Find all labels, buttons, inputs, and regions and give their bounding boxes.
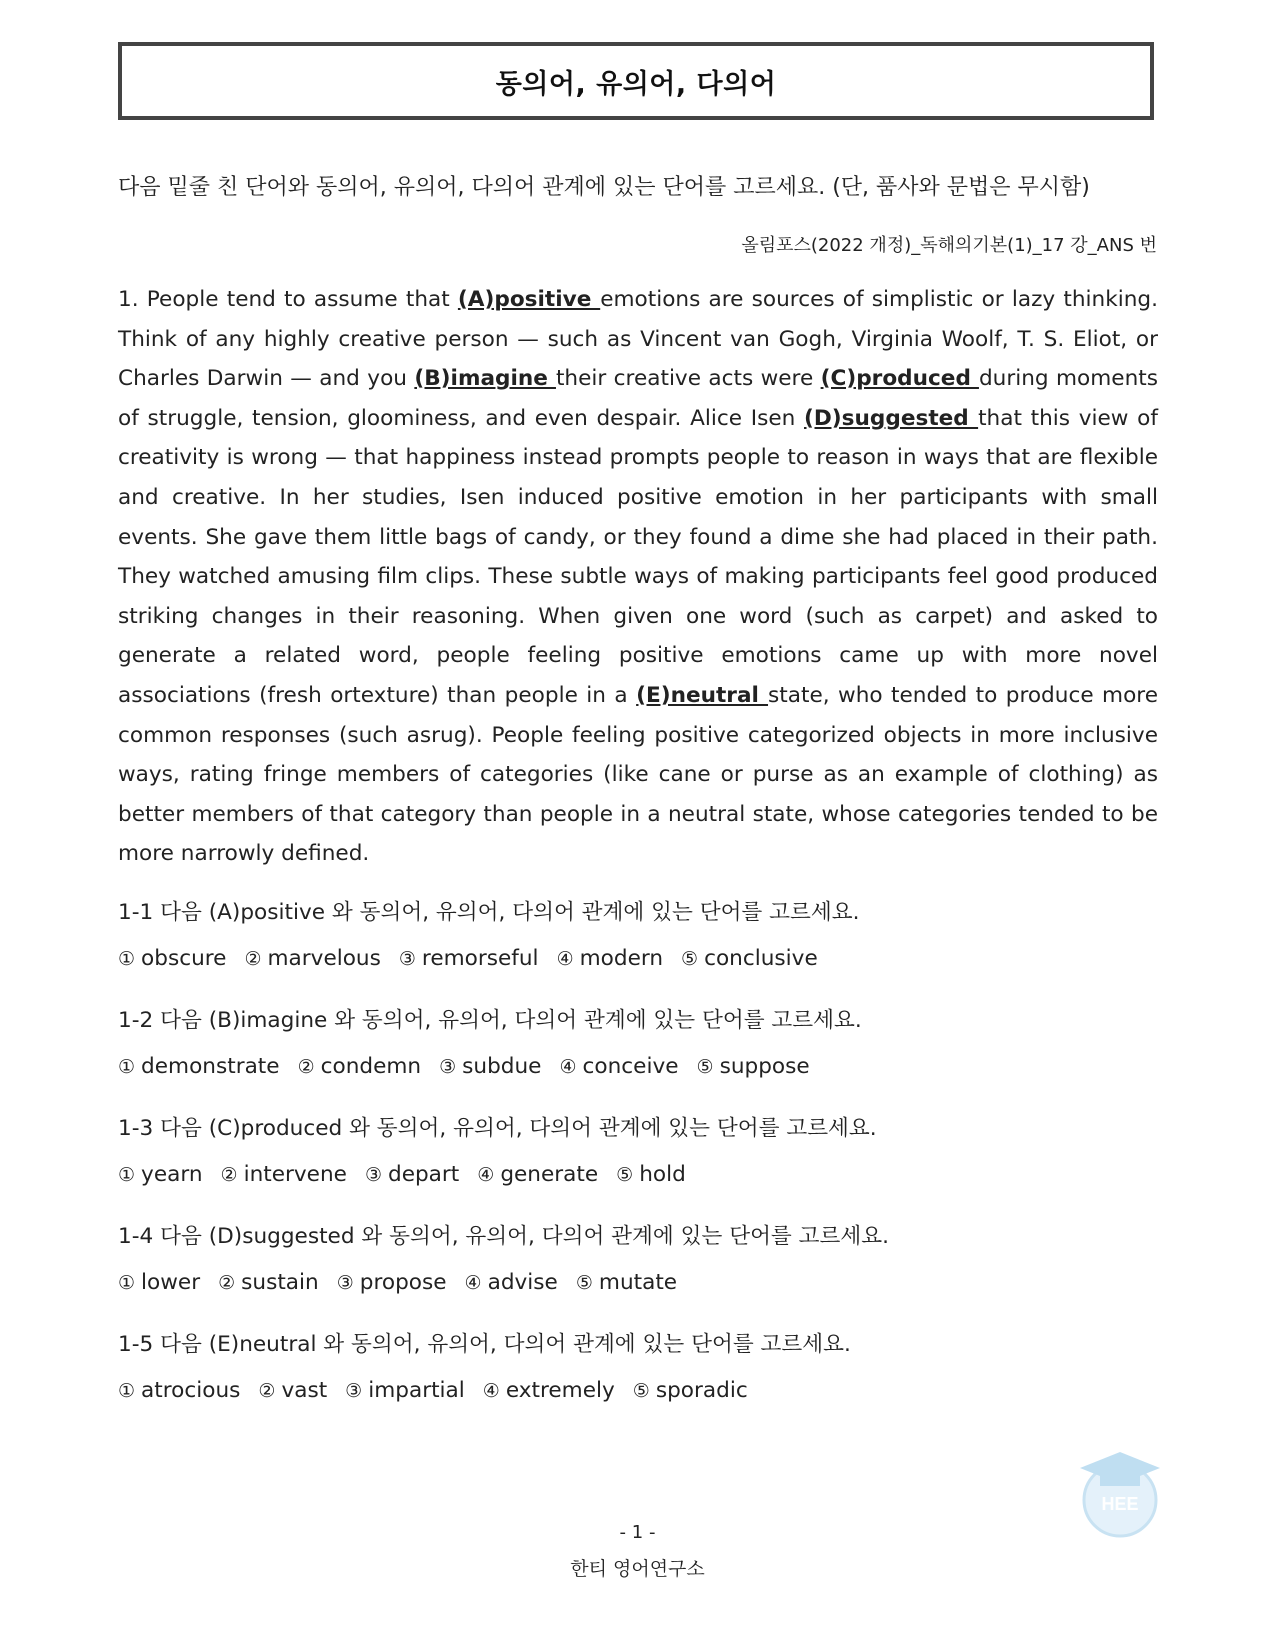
option-word: yearn: [141, 1162, 203, 1187]
answer-option[interactable]: [218, 1270, 319, 1295]
option-word: advise: [487, 1270, 558, 1295]
reading-passage: [118, 280, 1158, 874]
option-word: extremely: [505, 1378, 615, 1403]
answer-option[interactable]: [616, 1162, 686, 1187]
answer-option[interactable]: [399, 946, 539, 971]
option-number: ④: [556, 948, 574, 970]
title-box: [118, 42, 1154, 120]
option-number: ①: [118, 1164, 136, 1186]
option-word: propose: [359, 1270, 447, 1295]
option-number: ④: [559, 1056, 577, 1078]
answer-option[interactable]: [483, 1378, 615, 1403]
option-word: obscure: [141, 946, 227, 971]
answer-option[interactable]: [118, 1378, 240, 1403]
question-stem: 1-3 다음 (C)produced 와 동의어, 유의어, 다의어 관계에 있는 단어를 고르세요.: [118, 1116, 877, 1141]
option-number: ③: [336, 1272, 354, 1294]
question-stem: 1-4 다음 (D)suggested 와 동의어, 유의어, 다의어 관계에 있는 단어를 고르세요.: [118, 1224, 889, 1249]
option-number: ④: [482, 1380, 500, 1402]
question-list: [118, 890, 1158, 1430]
option-word: intervene: [243, 1162, 347, 1187]
option-number: ⑤: [696, 1056, 714, 1078]
option-word: demonstrate: [141, 1054, 280, 1079]
answer-option[interactable]: [697, 1054, 810, 1079]
answer-option[interactable]: [337, 1270, 447, 1295]
logo-text: HEE: [1101, 1494, 1139, 1514]
passage-text: that this view of creativity is wrong — that happiness instead prompts people to reason in ways that are flexible and creative. In her studies, Isen induced positive emotion in her participants with small events. She gave them little bags of candy, or they found a dime she had placed in their path. They watched amusing film clips. These subtle ways of making participants feel good produced striking changes in their reasoning. When given one word (such as carpet) and asked to generate a related word, people feeling positive emotions came up with more novel associations (fresh ortexture) than people in a: [118, 405, 1158, 708]
question-stem: 1-5 다음 (E)neutral 와 동의어, 유의어, 다의어 관계에 있는 단어를 고르세요.: [118, 1332, 851, 1357]
option-word: suppose: [719, 1054, 810, 1079]
passage-text: 1. People tend to assume that: [118, 287, 458, 312]
underlined-word: (C)produced: [820, 366, 979, 392]
answer-option[interactable]: [118, 1162, 203, 1187]
answer-options: [118, 1152, 1158, 1198]
answer-options: [118, 1260, 1158, 1306]
option-word: lower: [141, 1270, 201, 1295]
option-word: depart: [387, 1162, 460, 1187]
option-word: modern: [579, 946, 664, 971]
question-item: [118, 890, 1158, 982]
answer-option[interactable]: [221, 1162, 347, 1187]
answer-option[interactable]: [633, 1378, 748, 1403]
answer-option[interactable]: [477, 1162, 598, 1187]
answer-options: [118, 936, 1158, 982]
option-word: sustain: [241, 1270, 319, 1295]
option-number: ⑤: [616, 1164, 634, 1186]
answer-options: [118, 1368, 1158, 1414]
option-number: ②: [297, 1056, 315, 1078]
page-number: - 1 -: [619, 1522, 656, 1543]
passage-text: emotions are sources of simplistic or lazy thinking. Think of any highly creative person — such as Vincent van Gogh, Virginia Woolf, T. S. Eliot, or Charles Darwin — and you: [118, 287, 1158, 392]
answer-option[interactable]: [298, 1054, 422, 1079]
page-title: 동의어, 유의어, 다의어: [495, 68, 777, 100]
option-number: ⑤: [632, 1380, 650, 1402]
question-stem: 1-1 다음 (A)positive 와 동의어, 유의어, 다의어 관계에 있는 단어를 고르세요.: [118, 900, 860, 925]
answer-option[interactable]: [118, 946, 226, 971]
option-word: marvelous: [267, 946, 381, 971]
answer-option[interactable]: [557, 946, 663, 971]
option-number: ①: [118, 1056, 136, 1078]
option-number: ⑤: [681, 948, 699, 970]
answer-option[interactable]: [681, 946, 818, 971]
option-word: impartial: [368, 1378, 465, 1403]
passage-text: during moments of struggle, tension, gloominess, and even despair. Alice Isen: [118, 366, 1158, 431]
option-number: ②: [244, 948, 262, 970]
option-word: conceive: [582, 1054, 679, 1079]
option-number: ③: [364, 1164, 382, 1186]
option-number: ②: [258, 1380, 276, 1402]
option-word: condemn: [320, 1054, 422, 1079]
passage-text: their creative acts were: [555, 366, 821, 392]
answer-option[interactable]: [439, 1054, 541, 1079]
option-number: ⑤: [575, 1272, 593, 1294]
answer-option[interactable]: [365, 1162, 459, 1187]
option-word: sporadic: [655, 1378, 748, 1403]
source-reference: 올림포스(2022 개정)_독해의기본(1)_17 강_ANS 번: [741, 235, 1157, 256]
underlined-word: (A)positive: [457, 287, 601, 312]
option-number: ③: [439, 1056, 457, 1078]
question-stem: 1-2 다음 (B)imagine 와 동의어, 유의어, 다의어 관계에 있는 단어를 고르세요.: [118, 1008, 862, 1033]
option-number: ④: [477, 1164, 495, 1186]
option-number: ②: [218, 1272, 236, 1294]
answer-option[interactable]: [465, 1270, 558, 1295]
underlined-word: (B)imagine: [414, 366, 556, 392]
option-number: ③: [345, 1380, 363, 1402]
passage-text: state, who tended to produce more common responses (such asrug). People feeling positive categorized objects in more inclusive ways, rating fringe members of categories (like cane or purse as an example of clothing) as better members of that category than people in a neutral state, whose categories tended to be more narrowly defined.: [118, 682, 1158, 867]
option-number: ①: [118, 1380, 136, 1402]
answer-option[interactable]: [118, 1054, 280, 1079]
footer-organization: 한티 영어연구소: [570, 1558, 705, 1580]
answer-option[interactable]: [559, 1054, 678, 1079]
answer-option[interactable]: [244, 946, 380, 971]
option-word: remorseful: [421, 946, 539, 971]
underlined-word: (D)suggested: [804, 405, 979, 431]
option-word: subdue: [462, 1054, 542, 1079]
option-number: ②: [220, 1164, 238, 1186]
option-word: conclusive: [704, 946, 818, 971]
option-word: atrocious: [141, 1378, 241, 1403]
underlined-word: (E)neutral: [636, 682, 769, 708]
question-item: [118, 998, 1158, 1090]
question-item: [118, 1214, 1158, 1306]
option-number: ③: [398, 948, 416, 970]
answer-option[interactable]: [118, 1270, 200, 1295]
question-item: [118, 1322, 1158, 1414]
option-word: mutate: [598, 1270, 678, 1295]
instruction-text: 다음 밑줄 친 단어와 동의어, 유의어, 다의어 관계에 있는 단어를 고르세요. (단, 품사와 문법은 무시함): [118, 175, 1090, 200]
option-number: ①: [118, 948, 136, 970]
answer-options: [118, 1044, 1158, 1090]
option-word: hold: [639, 1162, 686, 1187]
option-word: vast: [281, 1378, 328, 1403]
answer-option[interactable]: [258, 1378, 327, 1403]
answer-option[interactable]: [345, 1378, 465, 1403]
option-word: generate: [500, 1162, 599, 1187]
question-item: [118, 1106, 1158, 1198]
answer-option[interactable]: [576, 1270, 677, 1295]
option-number: ④: [464, 1272, 482, 1294]
option-number: ①: [118, 1272, 136, 1294]
